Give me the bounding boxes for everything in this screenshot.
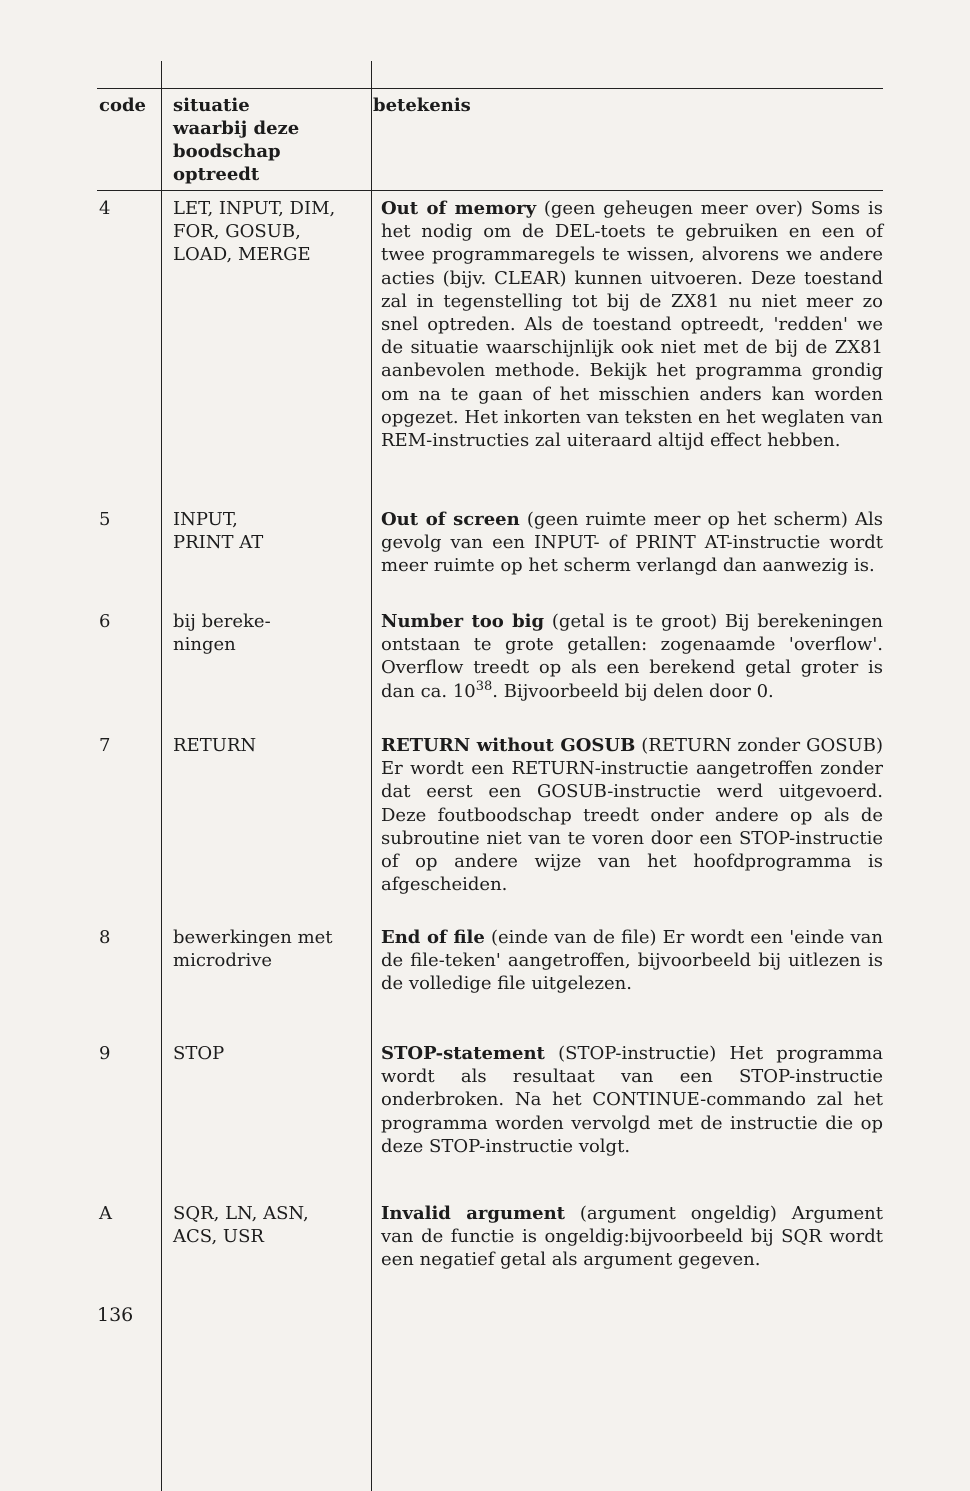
row-term-note: (RETURN zonder GOSUB) bbox=[641, 735, 883, 756]
row-meaning bbox=[371, 1202, 883, 1302]
header-code: code bbox=[99, 95, 147, 116]
row-term-note: (einde van de file) bbox=[490, 927, 657, 948]
row-code: A bbox=[99, 1203, 112, 1224]
row-term: End of file bbox=[381, 927, 485, 948]
row-situation: RETURN bbox=[173, 735, 257, 756]
header-situation: situatie waarbij deze boodschap optreedt bbox=[173, 95, 300, 185]
row-meaning bbox=[371, 610, 883, 734]
table-row bbox=[97, 926, 883, 1042]
row-meaning bbox=[371, 926, 883, 1042]
row-situation: SQR, LN, ASN, ACS, USR bbox=[173, 1203, 309, 1248]
row-code: 9 bbox=[99, 1043, 111, 1064]
row-text: Er wordt een 'einde van de file-teken' aangetroffen, bijvoorbeeld bij uitlezen is de volledige file uitgelezen. bbox=[381, 927, 883, 995]
row-term-note: (geen geheugen meer over) bbox=[543, 198, 803, 219]
row-text-after: . Bijvoorbeeld bij delen door 0. bbox=[492, 680, 774, 702]
row-term: STOP-statement bbox=[381, 1043, 545, 1064]
row-meaning bbox=[371, 1042, 883, 1202]
row-term-note: (argument ongeldig) bbox=[579, 1203, 777, 1224]
row-term-note: (geen ruimte meer op het scherm) bbox=[526, 509, 848, 530]
row-term-note: (getal is te groot) bbox=[551, 611, 718, 632]
row-text-superscript: 38 bbox=[475, 678, 493, 694]
row-situation: bewerkingen met microdrive bbox=[173, 927, 333, 972]
row-code: 8 bbox=[99, 927, 111, 948]
row-term: Out of memory bbox=[381, 198, 537, 219]
row-meaning bbox=[371, 508, 883, 610]
row-code: 5 bbox=[99, 509, 111, 530]
row-code: 6 bbox=[99, 611, 111, 632]
row-situation: INPUT, PRINT AT bbox=[173, 509, 264, 554]
table-row bbox=[97, 503, 883, 610]
row-term: RETURN without GOSUB bbox=[381, 735, 636, 756]
row-text: Soms is het nodig om de DEL-toets te gebruiken en een of twee programmaregels te wissen, alvorens we andere acties (bijv. CLEAR) kunnen uitvoeren. Deze toestand zal in tegenstelling tot bij de ZX81 nu niet meer zo snel optreden. Als de toestand optreedt, 'redden' we de situatie waarschijnlijk ook niet met de bij de ZX81 aanbevolen methode. Bekijk het programma grondig om na te gaan of het misschien anders kan worden opgezet. Het inkorten van teksten en het weglaten van REM-instructies zal uiteraard altijd effect hebben. bbox=[381, 198, 883, 452]
row-text: Er wordt een RETURN-instructie aangetroffen zonder dat eerst een GOSUB-instructie werd uitgevoerd. Deze foutboodschap treedt onder andere op als de subroutine niet van te voren door een STOP-instructie of op andere wijze van het hoofdprogramma is afgescheiden. bbox=[381, 758, 883, 896]
table-row bbox=[97, 191, 883, 503]
page-number: 136 bbox=[97, 1304, 134, 1326]
row-situation: STOP bbox=[173, 1043, 225, 1064]
row-text: Het programma wordt als resultaat van een STOP-instructie onderbroken. Na het CONTINUE-commando zal het programma worden vervolgd met de instructie die op deze STOP-instructie volgt. bbox=[381, 1043, 883, 1157]
table-row bbox=[97, 1202, 883, 1302]
table-header bbox=[97, 89, 883, 191]
row-term: Invalid argument bbox=[381, 1203, 565, 1224]
row-meaning bbox=[371, 197, 883, 503]
row-text: Bij berekeningen ontstaan te grote getallen: zogenaamde 'overflow'. Overflow treedt op als een berekend getal groter is dan ca. 10 bbox=[381, 611, 883, 702]
row-term-note: (STOP-instructie) bbox=[558, 1043, 717, 1064]
header-meaning: betekenis bbox=[373, 95, 471, 116]
row-meaning bbox=[371, 734, 883, 926]
row-term: Number too big bbox=[381, 611, 545, 632]
row-text: Argument van de functie is ongeldig:bijvoorbeeld bij SQR wordt een negatief getal als argument gegeven. bbox=[381, 1203, 883, 1271]
table-row bbox=[97, 1042, 883, 1202]
row-situation: bij bereke-ningen bbox=[173, 611, 271, 656]
row-text: Als gevolg van een INPUT- of PRINT AT-instructie wordt meer ruimte op het scherm verlangd dan aanwezig is. bbox=[381, 509, 883, 577]
row-code: 7 bbox=[99, 735, 111, 756]
table-body bbox=[97, 191, 883, 1302]
error-code-table bbox=[97, 88, 883, 1302]
row-code: 4 bbox=[99, 198, 111, 219]
row-term: Out of screen bbox=[381, 509, 520, 530]
row-situation: LET, INPUT, DIM, FOR, GOSUB, LOAD, MERGE bbox=[173, 198, 336, 266]
table-row bbox=[97, 734, 883, 926]
table-row bbox=[97, 610, 883, 734]
